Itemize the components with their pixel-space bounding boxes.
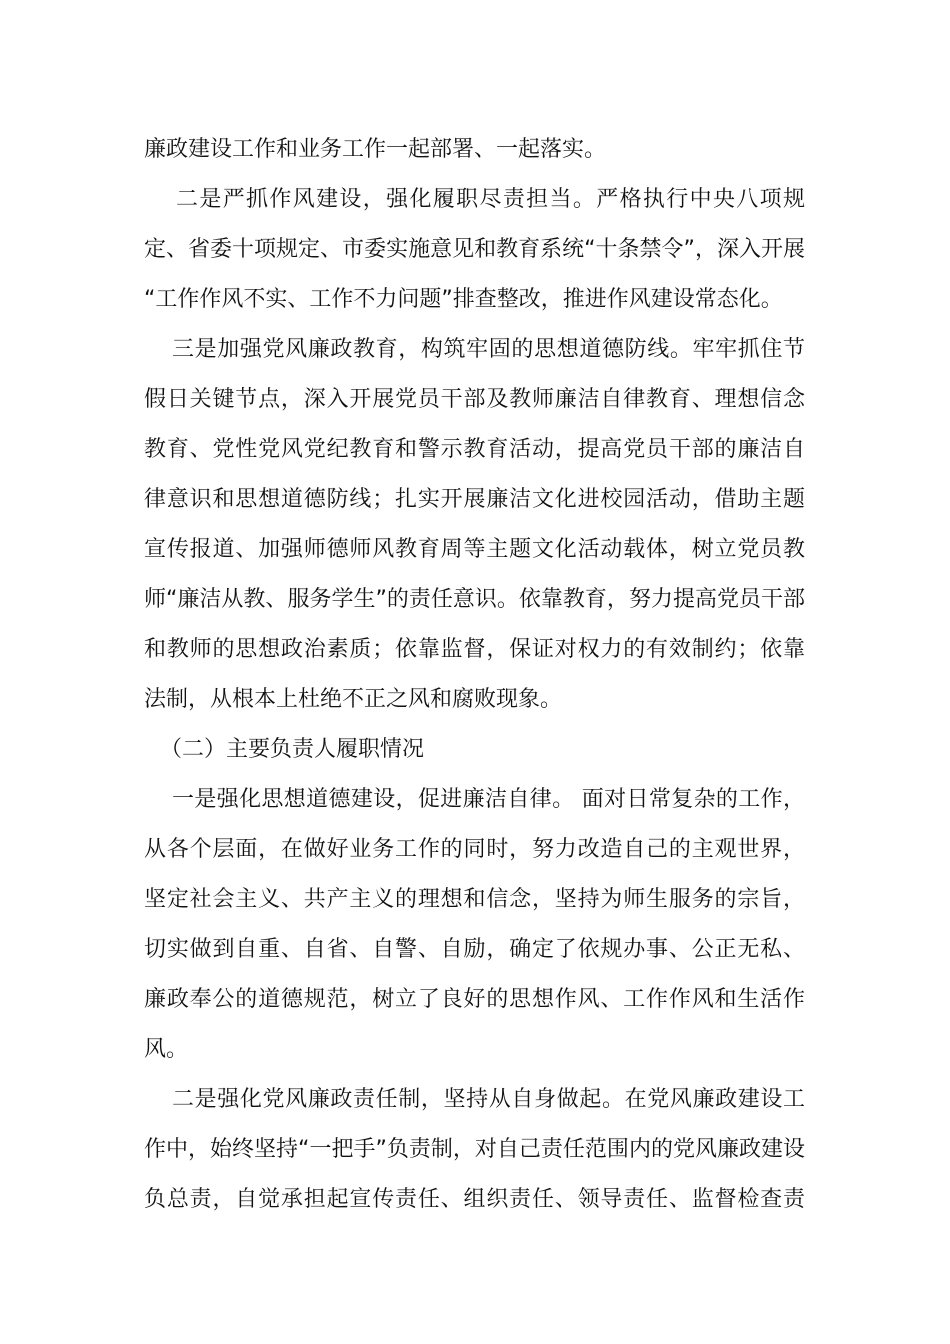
text-line: 和教师的思想政治素质；依靠监督，保证对权力的有效制约；依靠 <box>144 637 805 662</box>
text-line: 教育、党性党风党纪教育和警示教育活动，提高党员干部的廉洁自 <box>144 437 805 462</box>
text-line: 廉政建设工作和业务工作一起部署、一起落实。 <box>144 137 607 162</box>
text-line: 切实做到自重、自省、自警、自励，确定了依规办事、公正无私、 <box>144 937 805 962</box>
text-line: 一是强化思想道德建设，促进廉洁自律。 面对日常复杂的工作， <box>172 787 805 812</box>
text-line: 负总责，自觉承担起宣传责任、组织责任、领导责任、监督检查责 <box>144 1187 805 1212</box>
text-line: 宣传报道、加强师德师风教育周等主题文化活动载体，树立党员教 <box>144 537 805 562</box>
text-line: 坚定社会主义、共产主义的理想和信念，坚持为师生服务的宗旨， <box>144 887 805 912</box>
text-line: 法制，从根本上杜绝不正之风和腐败现象。 <box>144 687 563 712</box>
text-line: 作中，始终坚持“一把手”负责制，对自己责任范围内的党风廉政建设 <box>144 1137 805 1162</box>
text-line: 定、省委十项规定、市委实施意见和教育系统“十条禁令”，深入开展 <box>144 237 805 262</box>
text-line: 风。 <box>144 1037 189 1062</box>
text-line: 二是严抓作风建设，强化履职尽责担当。严格执行中央八项规 <box>176 187 805 212</box>
text-line: “工作作风不实、工作不力问题”排查整改，推进作风建设常态化。 <box>144 287 783 312</box>
text-line: 师“廉洁从教、服务学生”的责任意识。依靠教育，努力提高党员干部 <box>144 587 805 612</box>
text-line: 假日关键节点，深入开展党员干部及教师廉洁自律教育、理想信念 <box>144 387 805 412</box>
text-line: 从各个层面，在做好业务工作的同时，努力改造自己的主观世界， <box>144 837 805 862</box>
section-heading: （二）主要负责人履职情况 <box>160 737 425 762</box>
text-line: 廉政奉公的道德规范，树立了良好的思想作风、工作作风和生活作 <box>144 987 805 1012</box>
text-line: 律意识和思想道德防线；扎实开展廉洁文化进校园活动，借助主题 <box>144 487 805 512</box>
text-line: 二是强化党风廉政责任制，坚持从自身做起。在党风廉政建设工 <box>172 1087 805 1112</box>
text-line: 三是加强党风廉政教育，构筑牢固的思想道德防线。牢牢抓住节 <box>172 337 805 362</box>
